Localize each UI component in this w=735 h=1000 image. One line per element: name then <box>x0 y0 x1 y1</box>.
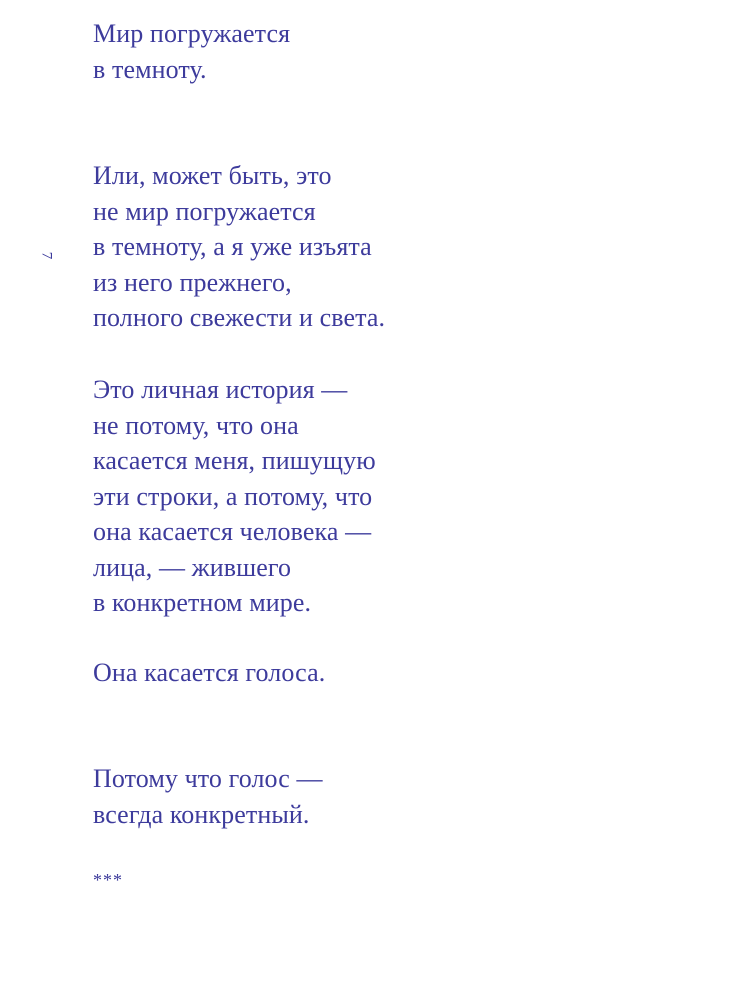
poem-line: она касается человека — <box>93 517 372 546</box>
poem-line: в темноту. <box>93 54 207 84</box>
poem-line: из него прежнего, <box>93 267 292 297</box>
stanza-2 <box>93 158 385 336</box>
poem-line: в темноту, а я уже изъята <box>93 232 372 261</box>
poem-line: эти строки, а потому, что <box>93 481 373 511</box>
poem-line: не потому, что она <box>93 410 299 440</box>
poem-line: всегда конкретный. <box>93 799 310 829</box>
stanza-4 <box>93 655 325 691</box>
poem-line: Потому что голос — <box>93 764 323 793</box>
poem-line: не мир погружается <box>93 196 316 226</box>
poem-line: Или, может быть, это <box>93 161 332 190</box>
poem-line: полного свежести и света. <box>93 303 386 332</box>
section-separator: *** <box>93 870 123 890</box>
poem-line: Мир погружается <box>93 19 291 48</box>
poem-line: Это личная история — <box>93 375 348 404</box>
stanza-5 <box>93 761 323 832</box>
page-number: 7 <box>38 251 55 260</box>
poem-line: лица, — жившего <box>93 552 292 582</box>
poem-line: Она касается голоса. <box>93 658 326 687</box>
poem-line: касается меня, пишущую <box>93 446 376 475</box>
stanza-1 <box>93 16 290 87</box>
stanza-3 <box>93 372 376 621</box>
poem-line: в конкретном мире. <box>93 588 312 617</box>
